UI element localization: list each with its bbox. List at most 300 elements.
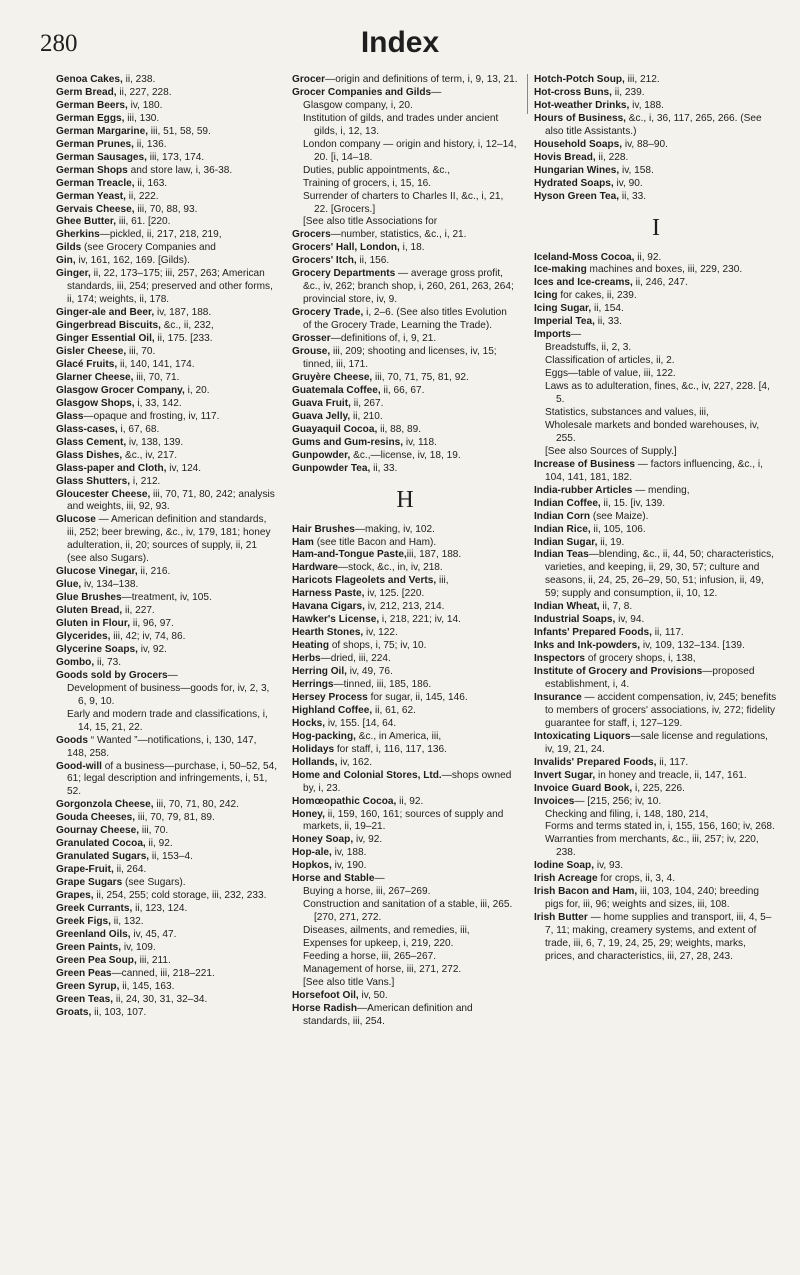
index-term: Gingerbread Biscuits, xyxy=(56,320,161,332)
index-references: iv, 188. xyxy=(331,847,367,859)
section-letter: I xyxy=(652,214,660,241)
index-entry xyxy=(56,514,278,566)
index-term: Gilds xyxy=(56,242,82,254)
index-subentry xyxy=(56,709,278,735)
index-term: Glass Shutters, xyxy=(56,475,131,487)
index-references: ii, 156. xyxy=(356,255,390,267)
index-entry xyxy=(56,735,278,761)
index-references: i, 218, 221; iv, 14. xyxy=(379,614,461,626)
index-term: Haricots Flageolets and Verts, xyxy=(292,575,437,587)
index-entry xyxy=(292,1003,518,1029)
index-references: ii, 228. xyxy=(595,151,629,163)
index-references: iii, 130. xyxy=(124,112,160,124)
index-term: Gums and Gum-resins, xyxy=(292,436,404,448)
index-entry xyxy=(56,670,278,683)
index-entry xyxy=(56,903,278,916)
index-references: — xyxy=(374,873,385,885)
index-entry xyxy=(56,204,278,217)
index-entry xyxy=(534,316,778,329)
index-references: iv, 45, 47. xyxy=(130,928,177,940)
index-entry xyxy=(56,437,278,450)
index-references: ii, 136. xyxy=(133,138,167,150)
index-entry xyxy=(56,255,278,268)
index-entry xyxy=(534,614,778,627)
index-entry xyxy=(534,770,778,783)
index-term: Glarner Cheese, xyxy=(56,371,134,383)
index-term: Grocers' Hall, London, xyxy=(292,242,400,254)
index-entry xyxy=(534,290,778,303)
index-term: Hog-packing, xyxy=(292,730,356,742)
page-title: Index xyxy=(360,26,440,59)
index-term: Ginger, xyxy=(56,268,91,280)
index-references: — xyxy=(571,329,582,341)
index-entry xyxy=(292,229,518,242)
index-term: Grape Sugars xyxy=(56,877,123,889)
index-references: Feeding a horse, iii, 265–267. xyxy=(303,951,436,962)
index-references: ii, 105, 106. xyxy=(590,523,646,535)
index-entry xyxy=(534,498,778,511)
index-columns xyxy=(56,74,778,1259)
index-references: iii, 70. xyxy=(126,346,156,358)
index-references: and store law, i, 36-38. xyxy=(127,164,233,176)
index-term: Glass Dishes, xyxy=(56,449,123,461)
index-references: ii, 153–4. xyxy=(149,851,193,863)
index-entry xyxy=(56,139,278,152)
index-entry xyxy=(56,1007,278,1020)
index-term: Green Teas, xyxy=(56,993,114,1005)
index-term: India-rubber Articles xyxy=(534,484,633,496)
index-entry xyxy=(292,796,518,809)
index-entry xyxy=(534,524,778,537)
index-references: &c.,—license, iv, 18, 19. xyxy=(350,449,461,461)
index-subentry xyxy=(534,355,778,368)
index-references: Management of horse, iii, 271, 272. xyxy=(303,963,462,975)
index-references: &c., i, 36, 117, 265, 266. (See also title Assistants.) xyxy=(545,112,762,137)
index-references: ii, 132. xyxy=(110,915,144,927)
index-term: Irish Butter xyxy=(534,912,588,924)
index-references: iv, 125. [220. xyxy=(364,588,425,600)
index-term: Grapes, xyxy=(56,890,94,902)
index-references: ii, 267. xyxy=(350,397,384,409)
index-term: Hopkos, xyxy=(292,860,332,872)
index-entry xyxy=(56,864,278,877)
index-references: iv, 124. xyxy=(166,462,202,474)
index-references: iv, 188. xyxy=(629,99,664,111)
index-column-3 xyxy=(534,74,778,964)
index-term: Highland Coffee, xyxy=(292,704,373,716)
index-term: Glacé Fruits, xyxy=(56,358,118,370)
index-entry xyxy=(534,692,778,731)
index-entry xyxy=(56,268,278,307)
index-entry xyxy=(534,459,778,485)
index-references: machines and boxes, iii, 229, 230. xyxy=(586,264,743,276)
index-term: Ginger-ale and Beer, xyxy=(56,307,155,319)
index-term: Glass-paper and Cloth, xyxy=(56,462,167,474)
index-references: [See also title Vans.] xyxy=(303,976,395,988)
index-references: —dried, iii, 224. xyxy=(320,653,391,665)
index-entry xyxy=(56,838,278,851)
index-entry xyxy=(292,692,518,705)
index-references: Checking and filing, i, 148, 180, 214, xyxy=(545,808,709,820)
index-references: ii, 15. [iv, 139. xyxy=(600,497,666,509)
index-entry xyxy=(534,191,778,204)
index-references: iv, 138, 139. xyxy=(126,436,184,448)
page-number: 280 xyxy=(40,30,78,57)
index-term: Grocer Companies and Gilds xyxy=(292,86,432,98)
index-entry xyxy=(56,242,278,255)
index-entry xyxy=(292,744,518,757)
index-references: ii, 24, 30, 31, 32–34. xyxy=(113,993,208,1005)
index-references: iii, 42; iv, 74, 86. xyxy=(110,630,186,642)
index-term: Glue, xyxy=(56,579,82,591)
index-references: i, 225, 226. xyxy=(632,782,685,794)
index-subentry xyxy=(534,368,778,381)
index-references: iii, 70, 79, 81, 89. xyxy=(135,812,215,824)
index-term: Imperial Tea, xyxy=(534,316,595,328)
index-entry xyxy=(534,252,778,265)
section-letter: H xyxy=(396,486,414,513)
index-term: Guava Fruit, xyxy=(292,397,351,409)
index-references: iv, 180. xyxy=(127,99,163,111)
index-column-2 xyxy=(292,74,518,1029)
index-references: iii, 209; shooting and licenses, iv, 15; tinned, iii, 171. xyxy=(303,346,497,370)
index-term: Hawker's License, xyxy=(292,614,380,626)
index-term: Gin, xyxy=(56,255,76,267)
index-references: iii, 187, 188. xyxy=(406,549,462,561)
index-references: i, 212. xyxy=(130,475,161,487)
index-references: [See also title Associations for xyxy=(303,216,438,228)
index-entry xyxy=(292,372,518,385)
index-entry xyxy=(56,592,278,605)
index-references: iv, 109. xyxy=(121,941,156,953)
index-references: iv, 50. xyxy=(358,989,388,1001)
index-references: ii, 145, 163. xyxy=(119,980,175,992)
index-entry xyxy=(56,644,278,657)
index-term: German Beers, xyxy=(56,99,128,111)
index-term: Guayaquil Cocoa, xyxy=(292,423,378,435)
index-term: Green Syrup, xyxy=(56,980,120,992)
index-references: for staff, i, 116, 117, 136. xyxy=(334,743,447,755)
index-term: Glucose Vinegar, xyxy=(56,566,138,578)
index-entry xyxy=(292,333,518,346)
index-entry xyxy=(292,424,518,437)
index-term: Horsefoot Oil, xyxy=(292,989,359,1001)
index-references: i, 20. xyxy=(184,384,210,396)
index-entry xyxy=(56,411,278,424)
index-entry xyxy=(292,450,518,463)
index-term: Herring Oil, xyxy=(292,666,347,678)
index-subentry xyxy=(292,113,518,139)
index-references: iii, 173, 174. xyxy=(146,151,205,163)
index-term: Greenland Oils, xyxy=(56,928,131,940)
index-references: iii, 70. xyxy=(139,825,169,837)
index-subentry xyxy=(292,925,518,938)
index-entry xyxy=(534,860,778,873)
index-references: i, 18. xyxy=(399,242,425,254)
index-entry xyxy=(534,537,778,550)
index-references: —origin and definitions of term, i, 9, 13, 21. xyxy=(325,74,518,85)
index-entry xyxy=(56,799,278,812)
index-references: ii, 117. xyxy=(651,627,684,639)
index-entry xyxy=(56,191,278,204)
index-references: iv, 88–90. xyxy=(622,138,668,150)
index-references: iii, 70, 71, 80, 242; analysis and weights, iii, 92, 93. xyxy=(67,488,275,513)
index-references: for crops, ii, 3, 4. xyxy=(597,873,676,885)
index-term: Hardware xyxy=(292,562,339,574)
index-references: — home supplies and transport, iii, 4, 5–7, 11; making, creamery systems, and extent of trade, iii, 6, 7, 19, 24, 25, 29; weights, marks, prices, and characteristics, iii, 27, 28, 243. xyxy=(545,912,772,962)
index-term: Greek Figs, xyxy=(56,915,111,927)
index-references: Classification of articles, ii, 2. xyxy=(545,355,675,367)
index-entry xyxy=(534,783,778,796)
index-subentry xyxy=(292,100,518,113)
index-term: Ghee Butter, xyxy=(56,216,117,228)
index-term: Honey, xyxy=(292,808,325,820)
index-references: — accident compensation, iv, 245; benefits to members of grocers' associations, iv, 272; fidelity guarantee for staff, i, 127–129. xyxy=(545,691,777,729)
index-term: Indian Coffee, xyxy=(534,497,601,509)
index-references: — [215, 256; iv, 10. xyxy=(574,795,662,807)
index-entry xyxy=(292,718,518,731)
index-references: —American definition and standards, iii, 254. xyxy=(303,1002,473,1027)
index-entry xyxy=(56,100,278,113)
index-term: Goods sold by Grocers xyxy=(56,669,168,681)
index-entry xyxy=(534,640,778,653)
index-entry xyxy=(534,912,778,964)
index-entry xyxy=(534,113,778,139)
index-references: iv, 212, 213, 214. xyxy=(364,601,445,613)
index-term: Invoice Guard Book, xyxy=(534,782,633,794)
index-references: ii, 92. xyxy=(396,795,424,807)
index-entry xyxy=(56,657,278,670)
index-subentry xyxy=(292,886,518,899)
index-references: iv, 187, 188. xyxy=(154,307,212,319)
index-references: Institution of gilds, and trades under ancient gilds, i, 12, 13. xyxy=(303,112,499,137)
index-references: Glasgow company, i, 20. xyxy=(303,99,413,111)
index-references: ii, 92. xyxy=(634,251,662,263)
index-entry xyxy=(56,825,278,838)
index-references: iii, 103, 104, 240; breeding pigs for, iii, 96; weights and sizes, iii, 108. xyxy=(545,886,759,911)
index-term: Gouda Cheeses, xyxy=(56,812,136,824)
index-subentry xyxy=(292,899,518,925)
index-references: ii, 140, 141, 174. xyxy=(117,358,195,370)
index-entry xyxy=(56,968,278,981)
index-term: Hearth Stones, xyxy=(292,627,364,639)
index-entry xyxy=(56,605,278,618)
index-term: Harness Paste, xyxy=(292,588,365,600)
index-references: ii, 103, 107. xyxy=(91,1006,147,1018)
index-term: Gervais Cheese, xyxy=(56,203,135,215)
index-term: Indian Sugar, xyxy=(534,536,598,548)
index-references: (see Grocery Companies and xyxy=(81,242,216,254)
index-entry xyxy=(534,152,778,165)
index-references: ii, 227, 228. xyxy=(116,86,172,98)
index-entry xyxy=(292,524,518,537)
index-subentry xyxy=(534,420,778,446)
index-references: ii, 22, 173–175; iii, 257, 263; American standards, iii, 254; preserved and other forms, ii, 174; weights, ii, 178. xyxy=(67,268,273,306)
index-term: Gruyère Cheese, xyxy=(292,371,373,383)
index-term: Honey Soap, xyxy=(292,834,354,846)
index-term: German Shops xyxy=(56,164,128,176)
index-term: Grape-Fruit, xyxy=(56,864,114,876)
index-entry xyxy=(534,329,778,342)
index-references: iv, 49, 76. xyxy=(346,666,393,678)
index-term: Horse Radish xyxy=(292,1002,358,1014)
index-references: Wholesale markets and bonded warehouses, iv, 255. xyxy=(545,419,760,444)
index-references: ii, 216. xyxy=(137,566,171,578)
index-entry xyxy=(56,346,278,359)
index-subentry xyxy=(534,407,778,420)
index-entry xyxy=(56,450,278,463)
index-term: Ice-making xyxy=(534,264,587,276)
index-entry xyxy=(56,877,278,890)
index-subentry xyxy=(292,165,518,178)
index-references: iv, 94. xyxy=(615,614,645,626)
index-subentry xyxy=(534,809,778,822)
index-references: ii, 7, 8. xyxy=(599,601,633,613)
index-term: Indian Wheat, xyxy=(534,601,600,613)
index-term: Groats, xyxy=(56,1006,92,1018)
index-references: iii, 212. xyxy=(624,74,660,85)
index-references: ii, 210. xyxy=(350,410,383,422)
index-entry xyxy=(292,860,518,873)
index-entry xyxy=(534,139,778,152)
index-term: Irish Bacon and Ham, xyxy=(534,886,638,898)
index-references: ii, 88, 89. xyxy=(377,423,422,435)
index-term: Hop-ale, xyxy=(292,847,332,859)
index-term: Invalids' Prepared Foods, xyxy=(534,756,657,768)
index-entry xyxy=(534,165,778,178)
index-references: —tinned, iii, 185, 186. xyxy=(333,678,432,690)
index-references: ii, 163. xyxy=(134,177,168,189)
index-term: Genoa Cakes, xyxy=(56,74,123,85)
index-entry xyxy=(56,178,278,191)
index-entry xyxy=(292,601,518,614)
index-term: Herrings xyxy=(292,678,334,690)
index-term: Irish Acreage xyxy=(534,873,598,885)
index-term: Infants' Prepared Foods, xyxy=(534,627,652,639)
index-term: Indian Corn xyxy=(534,510,591,522)
index-references: — xyxy=(167,669,178,681)
index-entry xyxy=(292,255,518,268)
index-term: Glucose xyxy=(56,514,96,526)
index-term: Granulated Cocoa, xyxy=(56,838,146,850)
index-entry xyxy=(56,579,278,592)
index-term: Glass-cases, xyxy=(56,423,118,435)
index-term: Inspectors xyxy=(534,653,586,665)
index-term: Gluten in Flour, xyxy=(56,618,131,630)
index-term: Glasgow Grocer Company, xyxy=(56,384,185,396)
index-term: Hocks, xyxy=(292,717,326,729)
index-entry xyxy=(534,74,778,87)
index-term: Icing xyxy=(534,290,558,302)
index-references: ii, 33. xyxy=(370,462,398,474)
index-references: iv, 190. xyxy=(331,860,367,872)
index-references: ii, 61, 62. xyxy=(372,704,416,716)
index-references: iii, 70, 71, 80, 242. xyxy=(153,799,239,811)
index-references: iv, 161, 162, 169. [Gilds). xyxy=(75,255,190,267)
index-subentry xyxy=(292,178,518,191)
index-term: Grocer xyxy=(292,74,326,85)
index-entry xyxy=(534,666,778,692)
index-references: [See also Sources of Supply.] xyxy=(545,445,677,457)
index-entry xyxy=(292,575,518,588)
index-term: German Eggs, xyxy=(56,112,125,124)
index-references: (see title Bacon and Ham). xyxy=(313,536,437,548)
index-term: Gournay Cheese, xyxy=(56,825,140,837)
index-term: Ham xyxy=(292,536,314,548)
index-references: —canned, iii, 218–221. xyxy=(111,967,215,979)
index-references: Statistics, substances and values, iii, xyxy=(545,406,709,418)
index-term: Green Peas xyxy=(56,967,112,979)
index-entry xyxy=(56,385,278,398)
index-entry xyxy=(292,549,518,562)
index-references: — factors influencing, &c., i, 104, 141, 181, 182. xyxy=(545,458,763,483)
index-term: Gluten Bread, xyxy=(56,605,123,617)
index-references: — mending, xyxy=(632,484,690,496)
index-term: Hovis Bread, xyxy=(534,151,596,163)
index-entry xyxy=(292,463,518,476)
index-term: Glycerine Soaps, xyxy=(56,643,138,655)
index-entry xyxy=(292,398,518,411)
index-entry xyxy=(56,152,278,165)
index-entry xyxy=(292,627,518,640)
index-entry xyxy=(56,851,278,864)
index-entry xyxy=(56,566,278,579)
index-entry xyxy=(292,242,518,255)
index-entry xyxy=(292,809,518,835)
index-entry xyxy=(56,890,278,903)
index-term: Hot-cross Buns, xyxy=(534,86,612,98)
index-term: Iodine Soap, xyxy=(534,860,595,872)
index-term: Intoxicating Liquors xyxy=(534,730,631,742)
index-entry xyxy=(56,359,278,372)
index-entry xyxy=(534,178,778,191)
index-term: Havana Cigars, xyxy=(292,601,365,613)
page-header xyxy=(0,24,800,64)
index-subentry xyxy=(534,381,778,407)
index-references: &c., ii, 232, xyxy=(160,320,214,332)
index-references: iii, 211. xyxy=(136,954,171,966)
index-entry xyxy=(56,87,278,100)
index-term: German Yeast, xyxy=(56,190,126,202)
index-term: Icing Sugar, xyxy=(534,303,592,315)
index-entry xyxy=(56,307,278,320)
index-term: Good-will xyxy=(56,760,102,772)
index-term: Holidays xyxy=(292,743,335,755)
index-term: Glue Brushes xyxy=(56,592,122,604)
index-term: Gorgonzola Cheese, xyxy=(56,799,154,811)
index-entry xyxy=(292,346,518,372)
index-references: “ Wanted ”—notifications, i, 130, 147, 148, 258. xyxy=(67,734,257,759)
index-term: Increase of Business xyxy=(534,458,635,470)
index-term: German Prunes, xyxy=(56,138,134,150)
index-references: —blending, &c., ii, 44, 50; characteristics, varieties, and keeping, ii, 29, 30, 57; culture and seasons, ii, 24, 25, 26–29, 50, 51; infusion, ii, 49, 59; supply and consumption, ii, 10, 12. xyxy=(545,549,774,600)
index-subentry xyxy=(292,951,518,964)
index-references: (see Sugars). xyxy=(122,877,186,889)
index-references: ii, 96, 97. xyxy=(130,618,174,630)
index-term: Grocery Trade, xyxy=(292,307,364,319)
index-references: iii, 70, 71. xyxy=(133,371,180,383)
index-entry xyxy=(292,74,518,87)
index-references: &c., in America, iii, xyxy=(355,730,442,742)
index-references: ii, 227. xyxy=(122,605,155,617)
index-references: iv, 93. xyxy=(594,860,624,872)
index-entry xyxy=(292,653,518,666)
index-entry xyxy=(292,588,518,601)
index-term: Industrial Soaps, xyxy=(534,614,616,626)
index-references: Construction and sanitation of a stable, iii, 265. [270, 271, 272. xyxy=(303,899,513,924)
index-references: Development of business—goods for, iv, 2, 3, 6, 9, 10. xyxy=(67,682,270,707)
index-term: Ginger Essential Oil, xyxy=(56,333,155,345)
